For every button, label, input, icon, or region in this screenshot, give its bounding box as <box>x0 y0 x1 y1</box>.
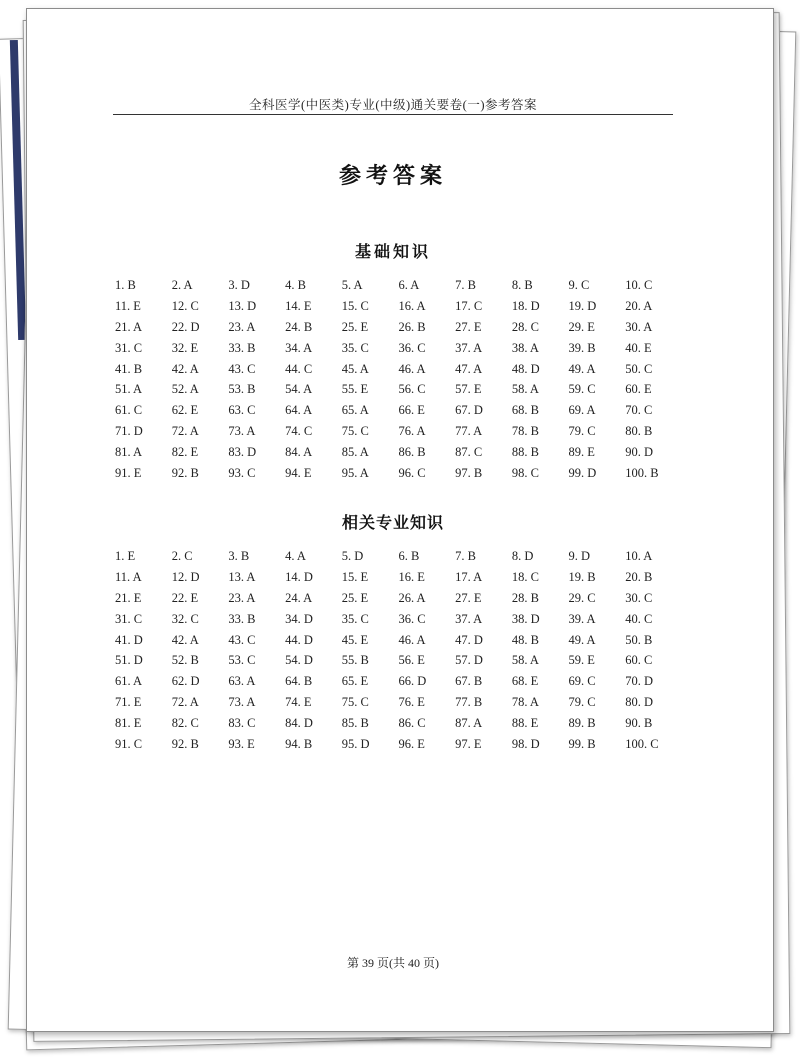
answer-item: 59. C <box>568 382 596 397</box>
answer-item: 22. E <box>171 590 199 605</box>
answer-item: 20. B <box>625 569 653 584</box>
answer-item: 56. C <box>398 382 426 397</box>
answer-item: 53. C <box>228 653 256 668</box>
answer-item: 99. D <box>568 466 597 481</box>
answer-item: 62. E <box>171 403 199 418</box>
answer-item: 75. C <box>341 695 369 710</box>
answer-item: 88. E <box>511 716 539 731</box>
answer-item: 46. A <box>398 632 426 647</box>
answer-item: 60. E <box>625 382 652 397</box>
answer-item: 27. E <box>455 319 482 334</box>
answer-item: 65. E <box>341 674 369 689</box>
answer-item: 44. C <box>285 361 313 376</box>
answer-item: 68. B <box>511 403 539 418</box>
answer-item: 10. C <box>625 278 653 292</box>
answer-item: 91. E <box>115 466 142 481</box>
answer-item: 9. D <box>568 549 591 563</box>
answer-item: 49. A <box>568 632 596 647</box>
answer-item: 73. A <box>228 424 256 439</box>
answer-item: 80. D <box>625 695 653 710</box>
answer-item: 17. C <box>455 298 483 313</box>
answer-item: 21. A <box>115 319 143 334</box>
answer-item: 40. C <box>625 611 653 626</box>
answer-item: 62. D <box>171 674 200 689</box>
answer-item: 58. A <box>511 653 539 668</box>
answer-item: 42. A <box>171 361 199 376</box>
answer-item: 61. A <box>115 674 143 689</box>
answer-item: 12. C <box>171 298 199 313</box>
answer-item: 24. B <box>285 319 313 334</box>
answer-item: 31. C <box>115 340 143 355</box>
answer-item: 10. A <box>625 549 653 563</box>
answer-item: 47. A <box>455 361 483 376</box>
answer-item: 50. B <box>625 632 653 647</box>
answer-item: 80. B <box>625 424 653 439</box>
answer-item: 54. A <box>285 382 313 397</box>
running-header: 全科医学(中医类)专业(中级)通关要卷(一)参考答案 <box>249 98 537 112</box>
answer-item: 46. A <box>398 361 426 376</box>
answer-item: 64. B <box>285 674 313 689</box>
answer-item: 58. A <box>511 382 539 397</box>
answer-item: 76. E <box>398 695 425 710</box>
answer-item: 2. A <box>171 278 193 292</box>
answer-item: 20. A <box>625 298 653 313</box>
answer-item: 35. C <box>341 611 369 626</box>
answer-item: 50. C <box>625 361 653 376</box>
answer-item: 88. B <box>511 445 539 460</box>
answer-item: 60. C <box>625 653 653 668</box>
answer-item: 16. A <box>398 298 426 313</box>
answer-item: 9. C <box>568 278 590 292</box>
answer-item: 48. D <box>511 361 540 376</box>
answer-item: 85. A <box>341 445 369 460</box>
section-title-related-knowledge: 相关专业知识 <box>341 515 444 532</box>
answer-item: 28. C <box>511 319 539 334</box>
answer-item: 96. E <box>398 737 425 752</box>
answer-item: 23. A <box>228 319 256 334</box>
answer-item: 51. D <box>115 653 143 668</box>
answer-item: 18. D <box>511 298 540 313</box>
answer-item: 37. A <box>455 340 483 355</box>
answer-item: 14. D <box>285 569 313 584</box>
answer-item: 79. C <box>568 695 596 710</box>
answer-item: 52. B <box>171 653 199 668</box>
answer-grid-basic-knowledge <box>115 275 675 484</box>
section-title-basic-knowledge: 基础知识 <box>354 244 431 261</box>
answer-item: 57. E <box>455 382 482 397</box>
answer-item: 41. B <box>115 361 143 376</box>
answer-item: 36. C <box>398 611 426 626</box>
answer-item: 11. E <box>115 298 141 313</box>
answer-item: 74. C <box>285 424 313 439</box>
answer-item: 31. C <box>115 611 143 626</box>
answer-item: 19. D <box>568 298 597 313</box>
answer-item: 97. E <box>455 737 482 752</box>
answer-item: 23. A <box>228 590 256 605</box>
answer-item: 34. D <box>285 611 313 626</box>
answer-item: 92. B <box>171 737 199 752</box>
answer-item: 78. B <box>511 424 539 439</box>
answer-item: 54. D <box>285 653 313 668</box>
answer-item: 4. B <box>285 278 306 292</box>
answer-item: 1. E <box>115 549 136 563</box>
answer-item: 47. D <box>455 632 483 647</box>
answer-grid-related-knowledge <box>115 546 675 755</box>
answer-item: 39. A <box>568 611 596 626</box>
answer-item: 22. D <box>171 319 200 334</box>
answer-item: 34. A <box>285 340 313 355</box>
answer-item: 81. A <box>115 445 143 460</box>
answer-item: 7. B <box>455 549 476 563</box>
answer-item: 25. E <box>341 319 369 334</box>
answer-item: 5. D <box>341 549 364 563</box>
page-number: 第 39 页(共 40 页) <box>347 956 439 970</box>
answer-item: 14. E <box>285 298 312 313</box>
answer-item: 66. E <box>398 403 425 418</box>
answer-item: 26. B <box>398 319 426 334</box>
answer-item: 35. C <box>341 340 369 355</box>
answer-item: 94. B <box>285 737 313 752</box>
answer-item: 61. C <box>115 403 143 418</box>
answer-item: 33. B <box>228 611 256 626</box>
answer-item: 39. B <box>568 340 596 355</box>
answer-item: 82. C <box>171 716 199 731</box>
answer-item: 30. C <box>625 590 653 605</box>
page-title: 参考答案 <box>338 163 447 188</box>
answer-item: 74. E <box>285 695 312 710</box>
answer-item: 98. C <box>511 466 539 481</box>
answer-item: 44. D <box>285 632 313 647</box>
answer-item: 18. C <box>511 569 539 584</box>
answer-item: 3. D <box>228 278 250 292</box>
answer-item: 79. C <box>568 424 596 439</box>
answer-item: 43. C <box>228 361 256 376</box>
answer-item: 19. B <box>568 569 596 584</box>
answer-item: 57. D <box>455 653 483 668</box>
answer-item: 59. E <box>568 653 595 668</box>
answer-item: 76. A <box>398 424 426 439</box>
answer-item: 69. A <box>568 403 596 418</box>
answer-item: 93. E <box>228 737 255 752</box>
answer-item: 56. E <box>398 653 425 668</box>
answer-item: 85. B <box>341 716 369 731</box>
answer-item: 91. C <box>115 737 143 752</box>
answer-item: 81. E <box>115 716 142 731</box>
answer-item: 64. A <box>285 403 313 418</box>
answer-item: 29. E <box>568 319 595 334</box>
answer-item: 87. A <box>455 716 483 731</box>
answer-item: 66. D <box>398 674 427 689</box>
answer-item: 36. C <box>398 340 426 355</box>
answer-item: 37. A <box>455 611 483 626</box>
answer-item: 4. A <box>285 549 306 563</box>
answer-item: 29. C <box>568 590 596 605</box>
header-divider <box>113 114 673 115</box>
answer-item: 12. D <box>171 569 200 584</box>
answer-item: 96. C <box>398 466 426 481</box>
answer-item: 72. A <box>171 695 199 710</box>
answer-item: 77. A <box>455 424 483 439</box>
answer-item: 26. A <box>398 590 426 605</box>
answer-item: 3. B <box>228 549 250 563</box>
answer-item: 25. E <box>341 590 369 605</box>
answer-item: 17. A <box>455 569 483 584</box>
answer-item: 70. D <box>625 674 653 689</box>
answer-item: 49. A <box>568 361 596 376</box>
answer-item: 1. B <box>115 278 136 292</box>
answer-item: 93. C <box>228 466 256 481</box>
answer-item: 30. A <box>625 319 653 334</box>
answer-item: 21. E <box>115 590 142 605</box>
answer-item: 71. E <box>115 695 142 710</box>
answer-item: 77. B <box>455 695 483 710</box>
answer-item: 98. D <box>511 737 540 752</box>
answer-item: 67. B <box>455 674 483 689</box>
answer-item: 84. D <box>285 716 313 731</box>
answer-item: 90. B <box>625 716 653 731</box>
answer-item: 38. A <box>511 340 539 355</box>
answer-item: 92. B <box>171 466 199 481</box>
answer-item: 63. A <box>228 674 256 689</box>
answer-item: 63. C <box>228 403 256 418</box>
answer-item: 5. A <box>341 278 363 292</box>
answer-item: 32. E <box>171 340 199 355</box>
answer-item: 83. C <box>228 716 256 731</box>
answer-item: 100. B <box>625 466 659 481</box>
answer-item: 84. A <box>285 445 313 460</box>
answer-item: 82. E <box>171 445 199 460</box>
answer-item: 2. C <box>171 549 193 563</box>
answer-item: 89. E <box>568 445 595 460</box>
answer-item: 32. C <box>171 611 199 626</box>
answer-item: 71. D <box>115 424 143 439</box>
answer-item: 51. A <box>115 382 143 397</box>
answer-item: 86. C <box>398 716 426 731</box>
answer-item: 70. C <box>625 403 653 418</box>
answer-item: 48. B <box>511 632 539 647</box>
answer-item: 8. B <box>511 278 533 292</box>
answer-item: 13. D <box>228 298 257 313</box>
answer-item: 13. A <box>228 569 256 584</box>
answer-item: 55. B <box>341 653 369 668</box>
answer-item: 73. A <box>228 695 256 710</box>
answer-item: 65. A <box>341 403 369 418</box>
answer-item: 95. D <box>341 737 370 752</box>
answer-item: 75. C <box>341 424 369 439</box>
answer-item: 53. B <box>228 382 256 397</box>
answer-item: 43. C <box>228 632 256 647</box>
answer-item: 89. B <box>568 716 596 731</box>
answer-item: 45. A <box>341 361 369 376</box>
answer-item: 52. A <box>171 382 199 397</box>
answer-item: 67. D <box>455 403 483 418</box>
answer-item: 69. C <box>568 674 596 689</box>
answer-item: 42. A <box>171 632 199 647</box>
answer-item: 95. A <box>341 466 369 481</box>
answer-item: 28. B <box>511 590 539 605</box>
answer-item: 6. B <box>398 549 420 563</box>
answer-item: 94. E <box>285 466 312 481</box>
answer-item: 100. C <box>625 737 659 752</box>
answer-item: 16. E <box>398 569 425 584</box>
answer-item: 45. E <box>341 632 369 647</box>
answer-item: 68. E <box>511 674 539 689</box>
answer-item: 90. D <box>625 445 653 460</box>
answer-item: 97. B <box>455 466 483 481</box>
answer-item: 41. D <box>115 632 143 647</box>
answer-item: 27. E <box>455 590 482 605</box>
answer-item: 40. E <box>625 340 652 355</box>
answer-item: 86. B <box>398 445 426 460</box>
answer-item: 11. A <box>115 569 142 584</box>
answer-item: 6. A <box>398 278 420 292</box>
answer-page <box>26 8 774 1032</box>
answer-item: 38. D <box>511 611 540 626</box>
answer-item: 78. A <box>511 695 539 710</box>
answer-item: 83. D <box>228 445 257 460</box>
answer-item: 87. C <box>455 445 483 460</box>
answer-item: 33. B <box>228 340 256 355</box>
answer-item: 8. D <box>511 549 534 563</box>
answer-item: 72. A <box>171 424 199 439</box>
answer-item: 99. B <box>568 737 596 752</box>
answer-item: 15. E <box>341 569 369 584</box>
answer-item: 24. A <box>285 590 313 605</box>
answer-item: 55. E <box>341 382 369 397</box>
answer-item: 15. C <box>341 298 369 313</box>
answer-item: 7. B <box>455 278 476 292</box>
